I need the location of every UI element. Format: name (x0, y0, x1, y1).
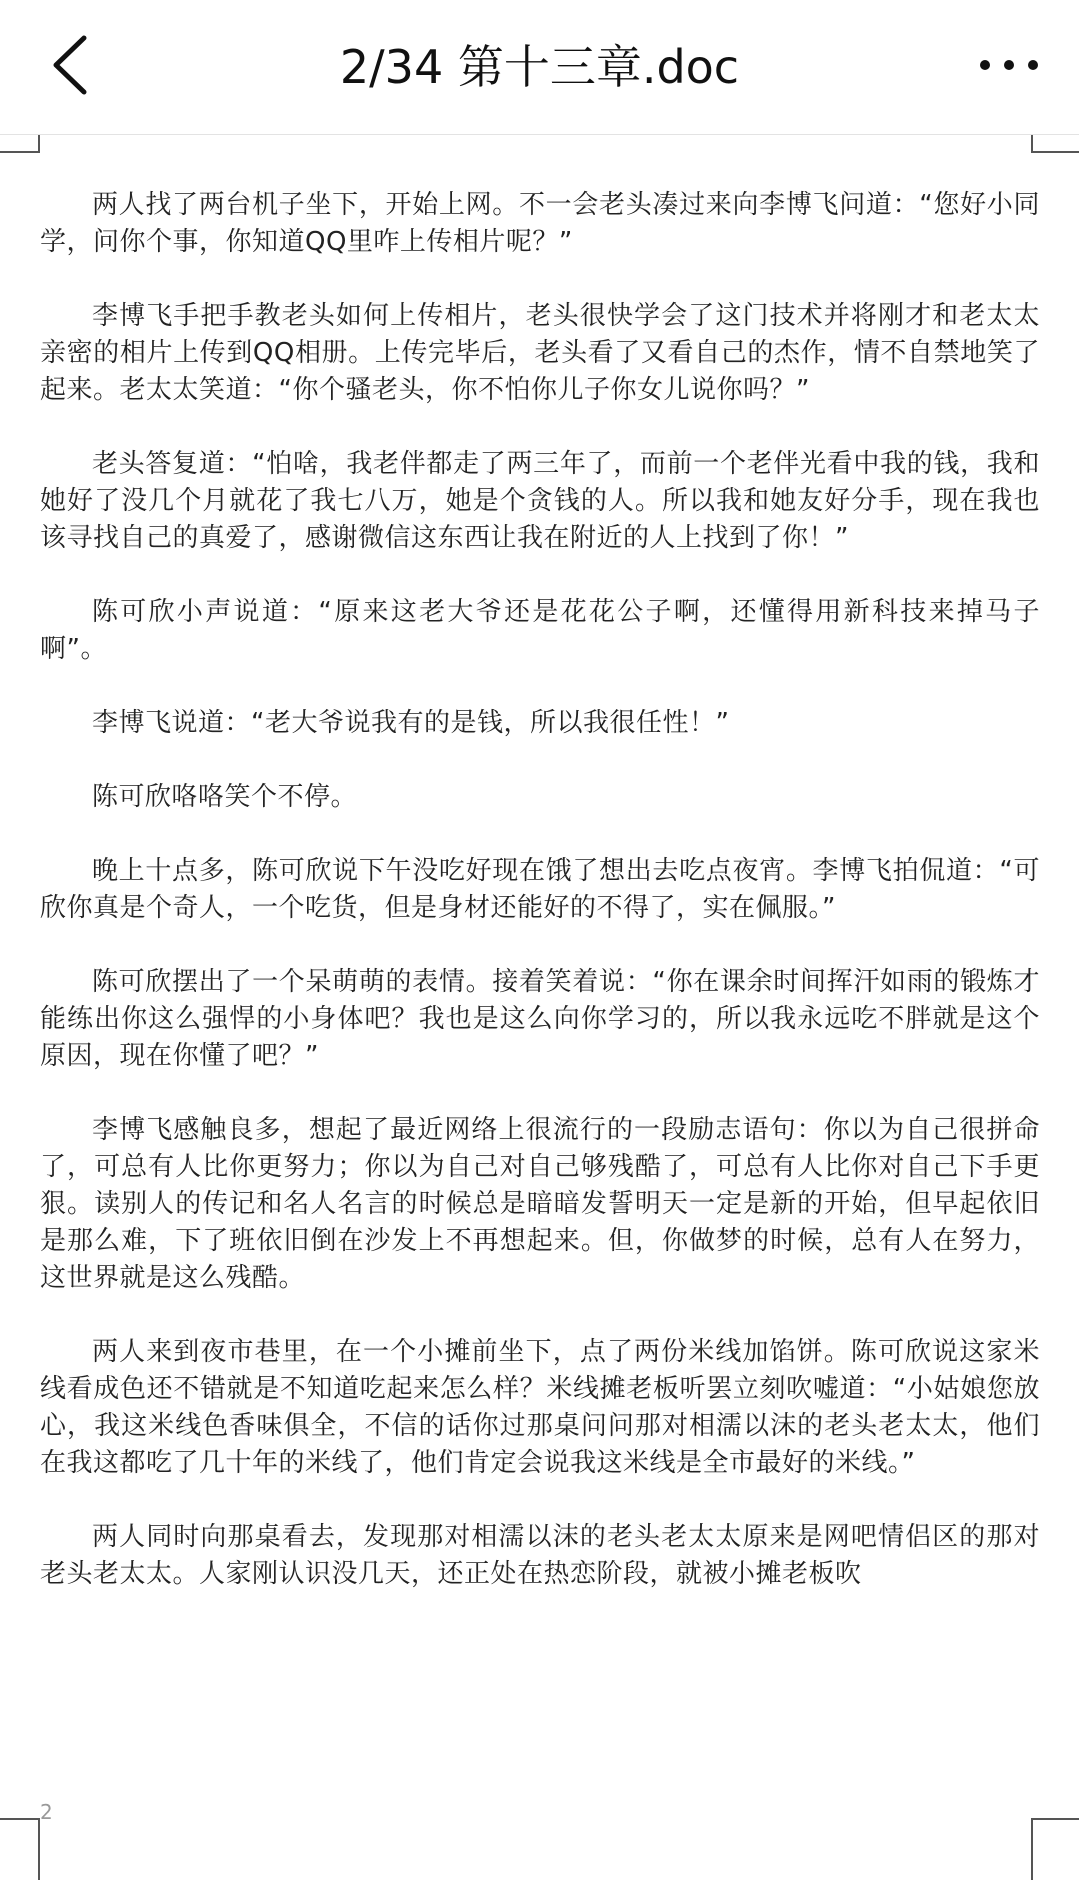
more-horizontal-icon (969, 40, 1049, 90)
paragraph: 李博飞感触良多，想起了最近网络上很流行的一段励志语句：你以为自己很拼命了，可总有人比你更努力；你以为自己对自己够残酷了，可总有人比你对自己下手更狠。读别人的传记和名人名言的时候总是暗暗发誓明天一定是新的开始，但早起依旧是那么难，下了班依旧倒在沙发上不再想起来。但，你做梦的时候，总有人在努力，这世界就是这么残酷。 (40, 1115, 1040, 1293)
document-page[interactable] (0, 135, 1079, 1893)
paragraph: 两人来到夜市巷里，在一个小摊前坐下，点了两份米线加馅饼。陈可欣说这家米线看成色还不错就是不知道吃起来怎么样？米线摊老板听罢立刻吹嘘道：“小姑娘您放心，我这米线色香味俱全，不信的话你过那桌问问那对相濡以沫的老头老太太，他们在我这都吃了几十年的米线了，他们肯定会说我这米线是全市最好的米线。” (40, 1337, 1040, 1478)
paragraph: 晚上十点多，陈可欣说下午没吃好现在饿了想出去吃点夜宵。李博飞拍侃道：“可欣你真是个奇人，一个吃货，但是身材还能好的不得了，实在佩服。” (40, 856, 1040, 923)
paragraph: 老头答复道：“怕啥，我老伴都走了两三年了，而前一个老伴光看中我的钱，我和她好了没几个月就花了我七八万，她是个贪钱的人。所以我和她友好分手，现在我也该寻找自己的真爱了，感谢微信这东西让我在附近的人上找到了你！” (40, 449, 1040, 553)
top-bar (0, 0, 1079, 135)
paragraph: 李博飞手把手教老头如何上传相片，老头很快学会了这门技术并将刚才和老太太亲密的相片上传到QQ相册。上传完毕后，老头看了又看自己的杰作，情不自禁地笑了起来。老太太笑道：“你个骚老头，你不怕你儿子你女儿说你吗？” (40, 301, 1040, 405)
crop-mark-top-right (1031, 135, 1079, 153)
more-options-button[interactable] (969, 40, 1049, 90)
paragraph: 陈可欣咯咯笑个不停。 (92, 782, 358, 812)
crop-mark-bottom-right (1031, 1818, 1079, 1880)
paragraph: 两人找了两台机子坐下，开始上网。不一会老头凑过来向李博飞问道：“您好小同学，问你个事，你知道QQ里咋上传相片呢？” (40, 190, 1040, 257)
paragraph: 陈可欣摆出了一个呆萌萌的表情。接着笑着说：“你在课余时间挥汗如雨的锻炼才能练出你这么强悍的小身体吧？我也是这么向你学习的，所以我永远吃不胖就是这个原因，现在你懂了吧？” (40, 967, 1040, 1071)
back-button[interactable] (40, 30, 100, 100)
paragraph: 两人同时向那桌看去，发现那对相濡以沫的老头老太太原来是网吧情侣区的那对老头老太太。人家刚认识没几天，还正处在热恋阶段，就被小摊老板吹 (40, 1522, 1040, 1589)
chevron-left-icon (40, 30, 100, 100)
paragraph: 陈可欣小声说道：“原来这老大爷还是花花公子啊，还懂得用新科技来掉马子啊”。 (40, 597, 1040, 664)
page-number: 2 (40, 1800, 53, 1824)
document-body (40, 187, 1040, 1630)
crop-mark-top-left (0, 135, 40, 153)
paragraph: 李博飞说道：“老大爷说我有的是钱，所以我很任性！” (92, 708, 730, 738)
document-title: 2/34 第十三章.doc (339, 40, 740, 94)
crop-mark-bottom-left (0, 1818, 40, 1880)
